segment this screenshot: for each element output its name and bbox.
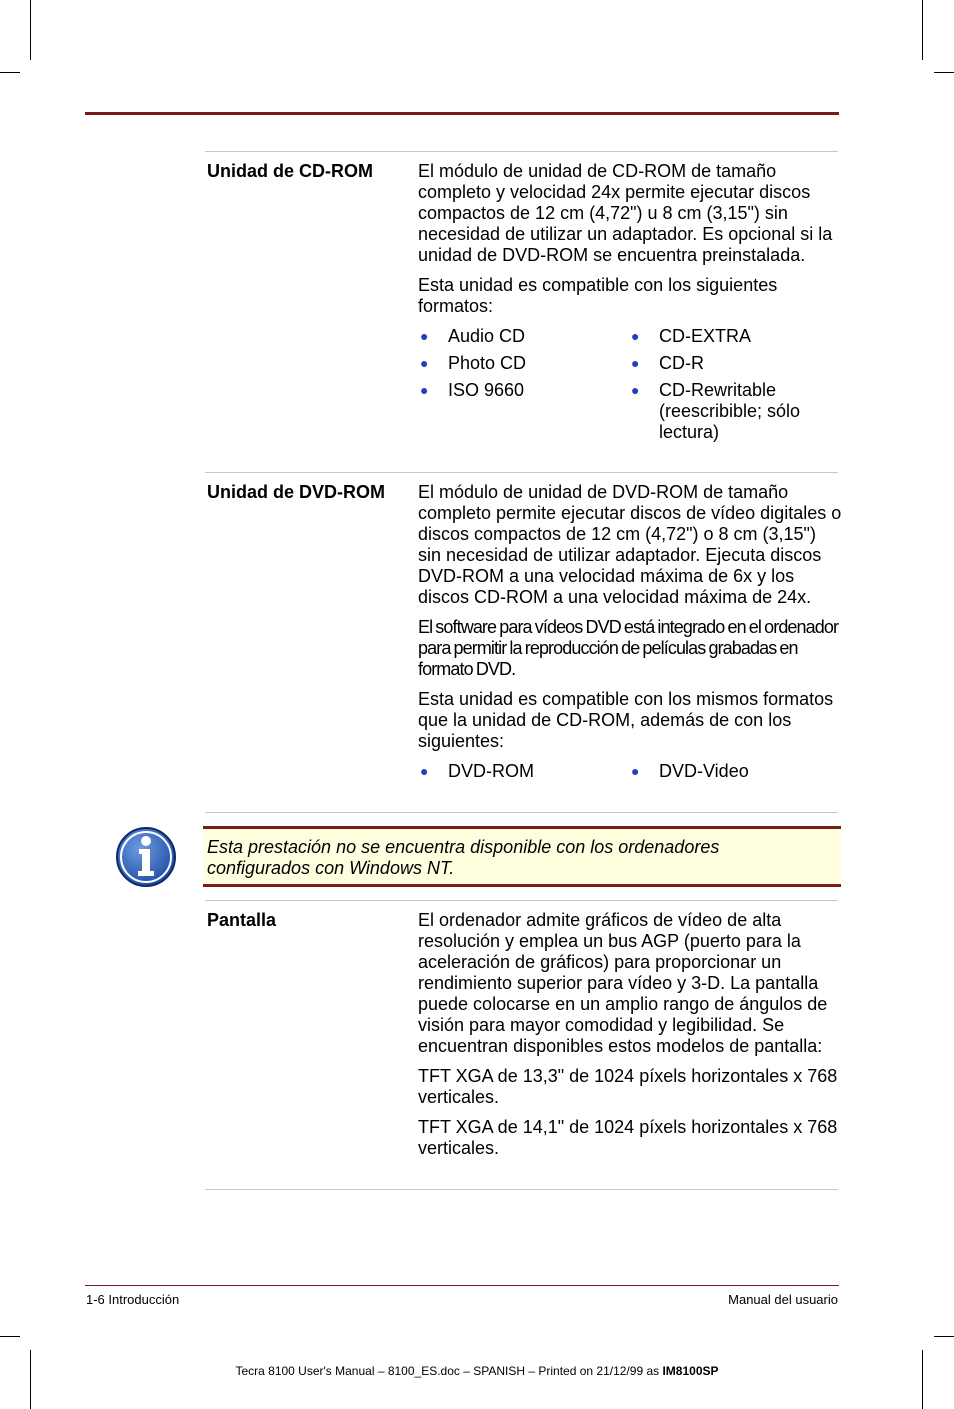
description-cd-rom [418, 161, 843, 443]
list-item: ● ISO 9660 [420, 380, 525, 400]
crop-mark [0, 72, 20, 73]
paragraph: Esta unidad es compatible con los mismos formatos que la unidad de CD-ROM, además de con los siguientes: [418, 689, 834, 751]
section-divider [205, 472, 838, 473]
bullet-icon: ● [631, 328, 640, 344]
note-text: Esta prestación no se encuentra disponible con los ordenadores configurados con Windows NT. [207, 837, 720, 878]
bullet-icon: ● [420, 355, 429, 371]
bullet-icon: ● [631, 355, 640, 371]
list-item: ● DVD-Video [631, 761, 749, 781]
paragraph: TFT XGA de 14,1" de 1024 píxels horizontales x 768 verticales. [418, 1117, 838, 1158]
crop-mark [30, 0, 31, 60]
footer-rule [85, 1285, 839, 1286]
bullet-icon: ● [420, 382, 429, 398]
header-rule [85, 112, 839, 115]
list-item: ● Photo CD [420, 353, 527, 373]
format-list [418, 326, 843, 443]
bullet-icon: ● [631, 382, 640, 398]
note-box [203, 826, 841, 887]
crop-mark [0, 1336, 20, 1337]
list-item: ● Audio CD [420, 326, 526, 346]
section-divider [205, 812, 838, 813]
bullet-icon: ● [420, 328, 429, 344]
list-item: ● CD-Rewritable (reescribible; sólo lectura) [631, 380, 801, 442]
list-item: ● CD-EXTRA [631, 326, 752, 346]
list-item: ● DVD-ROM [420, 761, 534, 781]
term-pantalla: Pantalla [207, 910, 277, 930]
paragraph: El módulo de unidad de CD-ROM de tamaño completo y velocidad 24x permite ejecutar discos compactos de 12 cm (4,72") u 8 cm (3,15") sin necesidad de utilizar un adaptador. Es opcional si la unidad de DVD-ROM se encuentra preinstalada. [418, 161, 833, 265]
paragraph: Esta unidad es compatible con los siguientes formatos: [418, 275, 778, 316]
description-dvd-rom [418, 482, 843, 782]
crop-mark [934, 1336, 954, 1337]
info-icon [115, 826, 177, 888]
footer-page-label: 1-6 Introducción [86, 1292, 180, 1307]
crop-mark [934, 72, 954, 73]
term-cd-rom: Unidad de CD-ROM [207, 161, 373, 181]
paragraph: El módulo de unidad de DVD-ROM de tamaño completo permite ejecutar discos de vídeo digitales o discos compactos de 12 cm (4,72") o 8 cm (3,15") sin necesidad de utilizar adaptador. Ejecuta discos DVD-ROM a una velocidad máxima de 6x y los discos CD-ROM a una velocidad máxima de 24x. [418, 482, 842, 607]
print-info-code: IM8100SP [662, 1364, 719, 1378]
crop-mark [922, 0, 923, 60]
crop-mark [922, 1350, 923, 1409]
paragraph: El software para vídeos DVD está integrado en el ordenador para permitir la reproducción de películas grabadas en formato DVD. [418, 617, 839, 679]
bullet-icon: ● [631, 763, 640, 779]
print-info-line [0, 1364, 954, 1379]
format-list [418, 761, 843, 782]
footer-manual-title: Manual del usuario [728, 1292, 838, 1307]
term-dvd-rom: Unidad de DVD-ROM [207, 482, 385, 502]
section-divider [205, 900, 838, 901]
bullet-icon: ● [420, 763, 429, 779]
description-pantalla [418, 910, 843, 1168]
paragraph: El ordenador admite gráficos de vídeo de alta resolución y emplea un bus AGP (puerto para la aceleración de gráficos) para proporcionar un rendimiento superior para vídeo y 3-D. La pantalla puede colocarse en un amplio rango de ángulos de visión para mayor comodidad y legibilidad. Se encuentran disponibles estos modelos de pantalla: [418, 910, 828, 1056]
list-item: ● CD-R [631, 353, 704, 373]
section-divider [205, 151, 838, 152]
paragraph: TFT XGA de 13,3" de 1024 píxels horizontales x 768 verticales. [418, 1066, 838, 1107]
print-info-text: Tecra 8100 User's Manual – 8100_ES.doc – SPANISH – Printed on 21/12/99 as [235, 1364, 663, 1378]
section-divider [205, 1189, 838, 1190]
crop-mark [30, 1350, 31, 1409]
